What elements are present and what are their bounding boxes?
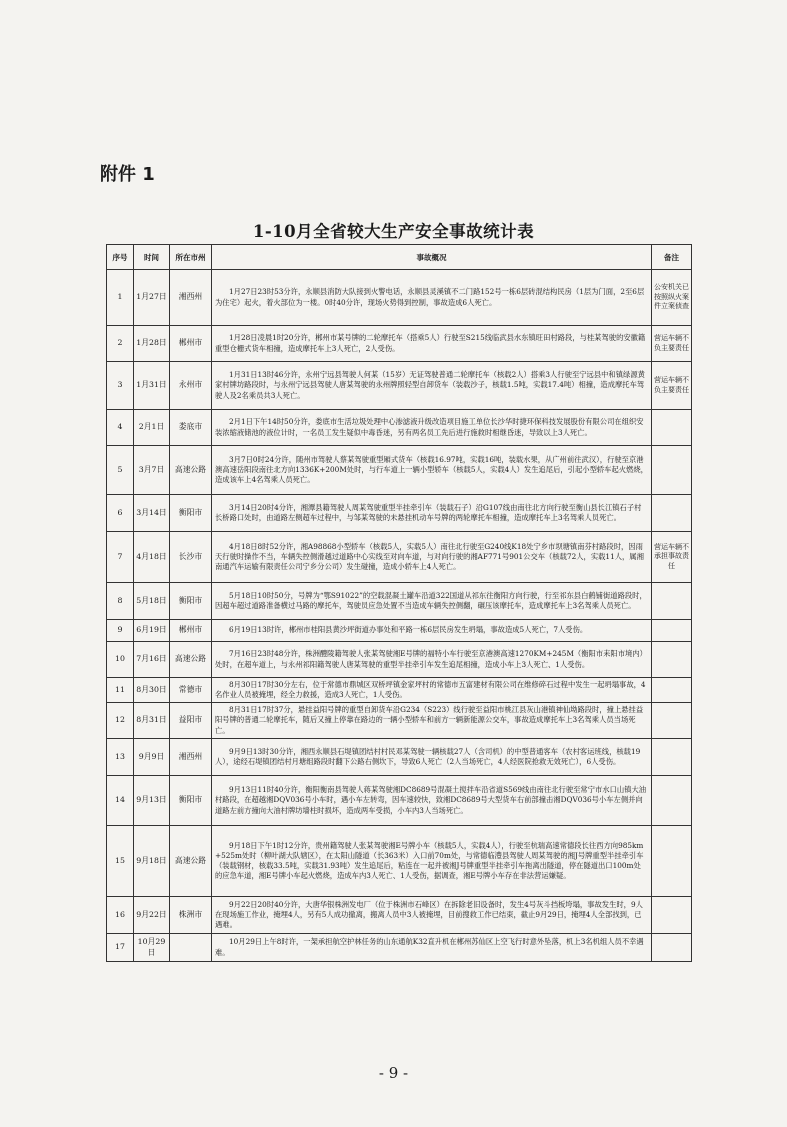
row-description: 8月31日17时37分，悬挂益阳号牌的重型自卸货车沿G234（S223）线行驶至益阳市桃江县灰山港镇神仙坳路段时，撞上悬挂益阳号牌的普通二轮摩托车，随后又撞上停靠在路边的一辆小型轿车和前方一辆新能源公交车，事故造成摩托车上3名驾乘人员当场死亡。 bbox=[212, 703, 652, 739]
table-header-row bbox=[107, 245, 692, 270]
row-note bbox=[652, 495, 692, 532]
row-description: 10月29日上午8时许，一架承担航空护林任务的山东通航K32直升机在郴州苏仙区上空飞行时意外坠落，机上3名机组人员不幸遇难。 bbox=[212, 934, 652, 962]
row-description: 3月7日0时24分许，随州市驾驶人蔡某驾驶重型厢式货车（核载16.97吨，实载16吨，装载水果，从广州前往武汉），行驶至京港澳高速岳阳段南往北方向1336K+200M处时，与行车道上一辆小型轿车（核载5人，实载4人）发生追尾后，引起小型轿车起火燃烧，造成该车上4名驾乘人员死亡。 bbox=[212, 446, 652, 495]
row-description: 1月31日13时46分许，永州宁远县驾驶人何某（15岁）无证驾驶普通二轮摩托车（核载2人）搭乘3人行驶至宁远县中和镇绿源黄家村牌坊路段时，与永州宁远县驾驶人唐某驾驶的永州牌照轻型自卸货车（装载沙子，核载1.5吨，实载17.4吨）相撞，造成摩托车驾驶人及2名乘员共3人死亡。 bbox=[212, 362, 652, 410]
row-description: 5月18日10时50分，号牌为“鄂S91022”的空载混凝土罐车沿道322国道从祁东往衡阳方向行驶，行至祁东县白鹤铺街道路段时，因超车超过道路准备横过马路的摩托车，驾驶员应急处置不当造成车辆失控侧翻，碾压该摩托车，造成摩托车上3名驾乘人员死亡。 bbox=[212, 583, 652, 620]
row-note bbox=[652, 776, 692, 826]
row-note bbox=[652, 642, 692, 678]
table-row bbox=[107, 897, 692, 934]
row-number: 11 bbox=[107, 678, 134, 703]
header-note: 备注 bbox=[652, 245, 692, 270]
row-note bbox=[652, 678, 692, 703]
attachment-label: 附件 1 bbox=[100, 164, 155, 185]
accident-statistics-table bbox=[106, 244, 692, 962]
row-date: 6月19日 bbox=[134, 620, 170, 642]
table-row bbox=[107, 826, 692, 897]
row-city: 常德市 bbox=[170, 678, 212, 703]
row-note: 公安机关已按照纵火案件立案侦查 bbox=[652, 270, 692, 326]
row-date: 5月18日 bbox=[134, 583, 170, 620]
row-city: 永州市 bbox=[170, 362, 212, 410]
row-city: 衡阳市 bbox=[170, 776, 212, 826]
header-city: 所在市州 bbox=[170, 245, 212, 270]
table-row bbox=[107, 642, 692, 678]
row-number: 12 bbox=[107, 703, 134, 739]
row-note: 营运车辆不负主要责任 bbox=[652, 326, 692, 362]
row-number: 1 bbox=[107, 270, 134, 326]
table-row bbox=[107, 270, 692, 326]
row-city: 高速公路 bbox=[170, 642, 212, 678]
row-number: 17 bbox=[107, 934, 134, 962]
row-note bbox=[652, 897, 692, 934]
table-row bbox=[107, 326, 692, 362]
row-note bbox=[652, 703, 692, 739]
row-city: 娄底市 bbox=[170, 410, 212, 446]
row-city: 郴州市 bbox=[170, 326, 212, 362]
row-description: 2月1日下午14时50分许，娄底市生活垃圾处理中心渗滤液升级改造项目施工单位长沙华时捷环保科技发展股份有限公司在组织安装浓缩液储池的液位计时，一名员工发生疑似中毒昏迷，另有两名员工先后进行施救时相继昏迷，导致以上3人死亡。 bbox=[212, 410, 652, 446]
row-note bbox=[652, 826, 692, 897]
table-body bbox=[107, 270, 692, 962]
row-number: 6 bbox=[107, 495, 134, 532]
row-date: 3月14日 bbox=[134, 495, 170, 532]
row-city: 长沙市 bbox=[170, 532, 212, 583]
table-row bbox=[107, 703, 692, 739]
row-description: 9月22日20时40分许，大唐华银株洲发电厂（位于株洲市石峰区）在拆除老旧设备时，发生4号灰斗挡板垮塌，事故发生时，9人在现场施工作业，掩埋4人，另有5人成功撤离，搬离人员中3人被掩埋，目前搜救工作已结束，截止9月29日，掩埋4人全部找到，已遇难。 bbox=[212, 897, 652, 934]
table-row bbox=[107, 934, 692, 962]
row-city: 益阳市 bbox=[170, 703, 212, 739]
row-note bbox=[652, 446, 692, 495]
row-date: 8月31日 bbox=[134, 703, 170, 739]
row-note: 营运车辆不负主要责任 bbox=[652, 362, 692, 410]
header-no: 序号 bbox=[107, 245, 134, 270]
table-row bbox=[107, 776, 692, 826]
row-description: 3月14日20时4分许，湘潭县籍驾驶人周某驾驶重型半挂牵引车（装载石子）沿G107线由南往北方向行驶至衡山县长江镇石子村长桥路口处时，由道路左侧超车过程中，与邹某驾驶的未悬挂机动车号牌的两轮摩托车相撞，造成摩托车上3名驾乘人员死亡。 bbox=[212, 495, 652, 532]
row-number: 16 bbox=[107, 897, 134, 934]
table-row bbox=[107, 620, 692, 642]
row-number: 9 bbox=[107, 620, 134, 642]
row-description: 8月30日17时30分左右，位于常德市鼎城区双桥坪镇金家坪村的常德市五富建材有限公司在维修碎石过程中发生一起坍塌事故，4名作业人员被掩埋，经全力救援，造成3人死亡，1人受伤。 bbox=[212, 678, 652, 703]
row-number: 8 bbox=[107, 583, 134, 620]
row-city bbox=[170, 934, 212, 962]
row-number: 5 bbox=[107, 446, 134, 495]
row-number: 2 bbox=[107, 326, 134, 362]
row-description: 9月18日下午1时12分许，贵州籍驾驶人张某驾驶湘E号牌小车（核载5人，实载4人），行驶至杭瑞高速常德段长往西方向985km+525m处时（柳叶湖大队辖区），在太阳山隧道（长363米）入口前70m处，与常德临澧县驾驶人周某驾驶的湘J号牌重型半挂牵引车（装载钢材，核载33.5吨，实载31.93吨）发生追尾后，粘连在一起并被湘J号牌重型半挂牵引车拖离出隧道，停在隧道出口100m处的应急车道，湘E号牌小车起火燃烧，造成车内3人死亡、1人受伤，据调查，湘E号牌小车存在非法营运嫌疑。 bbox=[212, 826, 652, 897]
table-row bbox=[107, 532, 692, 583]
row-date: 9月9日 bbox=[134, 739, 170, 776]
header-description: 事故概况 bbox=[212, 245, 652, 270]
row-date: 1月28日 bbox=[134, 326, 170, 362]
row-description: 6月19日13时许，郴州市桂阳县黄沙坪街道办事处和平路一栋6层民房发生坍塌，事故造成5人死亡，7人受伤。 bbox=[212, 620, 652, 642]
table-row bbox=[107, 410, 692, 446]
table-row bbox=[107, 678, 692, 703]
row-number: 3 bbox=[107, 362, 134, 410]
row-note bbox=[652, 934, 692, 962]
row-date: 9月22日 bbox=[134, 897, 170, 934]
row-number: 4 bbox=[107, 410, 134, 446]
table-row bbox=[107, 495, 692, 532]
row-description: 9月13日11时40分许，衡阳衡南县驾驶人蒋某驾驶湘DC8689号混凝土搅拌车沿省道S569线由南往北行驶至常宁市水口山镇大油村路段，在超越湘DQV036号小车时，遇小车左转弯，因车速较快，致湘DC8689号大型货车右前部撞击湘DQV036号小车左侧并向道路左前方撞向大油村牌坊墙柱时损坏，造成两车受损，小车内3人当场死亡。 bbox=[212, 776, 652, 826]
row-city: 高速公路 bbox=[170, 446, 212, 495]
row-description: 1月28日凌晨1时20分许，郴州市某号牌的二轮摩托车（搭乘5人）行驶至S215线临武县水东镇旺田村路段，与桂某驾驶的安徽籍重型仓栅式货车相撞，造成摩托车上3人死亡，2人受伤。 bbox=[212, 326, 652, 362]
row-note bbox=[652, 620, 692, 642]
row-city: 湘西州 bbox=[170, 739, 212, 776]
row-date: 1月27日 bbox=[134, 270, 170, 326]
table-row bbox=[107, 446, 692, 495]
table-row bbox=[107, 362, 692, 410]
row-city: 株洲市 bbox=[170, 897, 212, 934]
row-description: 1月27日23时53分许，永顺县消防大队接到火警电话，永顺县灵溪镇不二门路152号一栋6层砖混结构民房（1层为门面，2至6层为住宅）起火，着火部位为一楼。0时40分许，现场火势得到控制，事故造成6人死亡。 bbox=[212, 270, 652, 326]
row-note bbox=[652, 583, 692, 620]
table-row bbox=[107, 739, 692, 776]
row-number: 14 bbox=[107, 776, 134, 826]
row-date: 1月31日 bbox=[134, 362, 170, 410]
row-date: 10月29日 bbox=[134, 934, 170, 962]
row-number: 10 bbox=[107, 642, 134, 678]
row-date: 3月7日 bbox=[134, 446, 170, 495]
row-date: 8月30日 bbox=[134, 678, 170, 703]
row-city: 衡阳市 bbox=[170, 495, 212, 532]
row-note: 营运车辆不承担事故责任 bbox=[652, 532, 692, 583]
row-city: 郴州市 bbox=[170, 620, 212, 642]
row-note bbox=[652, 739, 692, 776]
row-number: 15 bbox=[107, 826, 134, 897]
row-date: 2月1日 bbox=[134, 410, 170, 446]
row-number: 13 bbox=[107, 739, 134, 776]
row-description: 4月18日8时52分许，湘A98868小型轿车（核载5人，实载5人）南往北行驶至G240线K18处宁乡市坝塘镇南芬村路段时，因雨天行驶时操作不当，车辆失控侧滑越过道路中心实线至对向车道，与对向行驶的湘AF771号901公交车（核载72人，实载11人，属湘南通汽车运输有限责任公司宁乡分公司）发生碰撞，造成小轿车上4人死亡。 bbox=[212, 532, 652, 583]
table-row bbox=[107, 583, 692, 620]
row-city: 湘西州 bbox=[170, 270, 212, 326]
row-date: 9月13日 bbox=[134, 776, 170, 826]
row-note bbox=[652, 410, 692, 446]
row-date: 9月18日 bbox=[134, 826, 170, 897]
page-number: - 9 - bbox=[378, 1064, 409, 1082]
row-date: 4月18日 bbox=[134, 532, 170, 583]
row-date: 7月16日 bbox=[134, 642, 170, 678]
row-city: 衡阳市 bbox=[170, 583, 212, 620]
row-description: 7月16日23时48分许，株洲醴陵籍驾驶人张某驾驶湘E号牌的福特小车行驶至京港澳高速1270KM+245M（衡阳市耒阳市境内）处时，在超车道上，与永州祁阳籍驾驶人唐某驾驶的重型半挂牵引车发生追尾相撞，造成小车上3人死亡、1人受伤。 bbox=[212, 642, 652, 678]
header-date: 时间 bbox=[134, 245, 170, 270]
document-title: 1-10月全省较大生产安全事故统计表 bbox=[252, 222, 535, 241]
row-number: 7 bbox=[107, 532, 134, 583]
row-city: 高速公路 bbox=[170, 826, 212, 897]
row-description: 9月9日13时30分许，湘西永顺县石堤镇团结村村民邓某驾驶一辆核载27人（含司机）的中型普通客车（农村客运班线，核载19人），途经石堤镇团结村月塘组路段时翻下公路右侧坎下，导致6人死亡（2人当场死亡，4人经医院抢救无效死亡），6人受伤。 bbox=[212, 739, 652, 776]
